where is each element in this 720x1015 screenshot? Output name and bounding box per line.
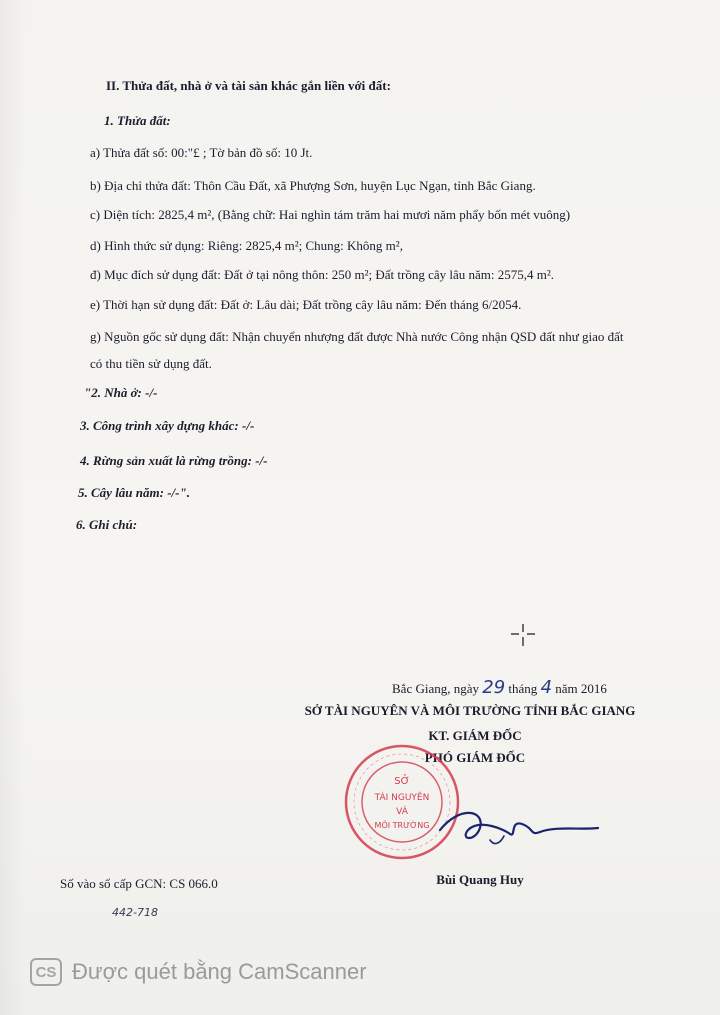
usage-form-line: d) Hình thức sử dụng: Riêng: 2825,4 m²; Chung: Không m², — [90, 238, 403, 253]
date-day: 29 — [482, 677, 506, 698]
parcel-address-line: b) Địa chỉ thửa đất: Thôn Cầu Đất, xã Phượng Sơn, huyện Lục Ngạn, tỉnh Bắc Giang. — [90, 178, 536, 193]
registry-number — [60, 876, 218, 892]
construction-item: 3. Công trình xây dựng khác: -/- — [80, 418, 255, 433]
handwritten-signature-icon — [430, 800, 600, 850]
seal-text-mid: TÀI NGUYÊN — [374, 793, 430, 803]
usage-term-line: e) Thời hạn sử dụng đất: Đất ở: Lâu dài; Đất trồng cây lâu năm: Đến tháng 6/2054. — [90, 297, 522, 312]
forest-item: 4. Rừng sản xuất là rừng trồng: -/- — [80, 453, 268, 468]
origin-line-2: có thu tiền sử dụng đất. — [90, 356, 212, 371]
parcel-area-line: c) Diện tích: 2825,4 m², (Bằng chữ: Hai nghìn tám trăm hai mươi năm phẩy bốn mét vuông) — [90, 207, 571, 222]
origin-line-1: g) Nguồn gốc sử dụng đất: Nhận chuyển nhượng đất được Nhà nước Công nhận QSD đất như giao đất — [90, 329, 624, 344]
seal-text-top: SỞ — [394, 776, 410, 787]
section-title: II. Thửa đất, nhà ở và tài sản khác gắn liền với đất: — [106, 78, 391, 93]
usage-purpose-line: đ) Mục đích sử dụng đất: Đất ở tại nông thôn: 250 m²; Đất trồng cây lâu năm: 2575,4 m². — [90, 267, 555, 282]
seal-text-low: VÀ — [396, 807, 408, 817]
trees-item: 5. Cây lâu năm: -/-". — [78, 485, 190, 500]
registry-handwritten-note: 442-718 — [112, 906, 158, 919]
notes-item: 6. Ghi chú: — [76, 517, 138, 532]
registry-label: Số vào sổ cấp GCN: CS 066.0 — [60, 876, 218, 891]
office-name: SỞ TÀI NGUYÊN VÀ MÔI TRƯỜNG TỈNH BẮC GIANG — [304, 703, 636, 718]
signer-name: Bùi Quang Huy — [436, 872, 524, 887]
cross-mark-icon — [511, 624, 535, 646]
scan-edge-shadow — [0, 0, 26, 1015]
date-prefix: Bắc Giang, ngày — [392, 681, 480, 696]
date-month: 4 — [540, 677, 553, 698]
parcel-heading: 1. Thửa đất: — [104, 113, 171, 128]
role-line-1: KT. GIÁM ĐỐC — [428, 728, 522, 743]
camscanner-text: Được quét bằng CamScanner — [72, 959, 367, 984]
camscanner-logo-icon: CS — [30, 958, 62, 986]
camscanner-watermark — [30, 958, 367, 986]
role-line-2: PHÓ GIÁM ĐỐC — [424, 750, 526, 765]
date-year: năm 2016 — [555, 681, 607, 696]
seal-text-bottom: MÔI TRƯỜNG — [374, 821, 430, 830]
signing-date — [392, 677, 607, 698]
parcel-number-line: a) Thửa đất số: 00:"£ ; Tờ bản đồ số: 10 Jt. — [90, 145, 313, 160]
house-item: "2. Nhà ở: -/- — [84, 385, 158, 400]
date-month-label: tháng — [508, 681, 538, 696]
